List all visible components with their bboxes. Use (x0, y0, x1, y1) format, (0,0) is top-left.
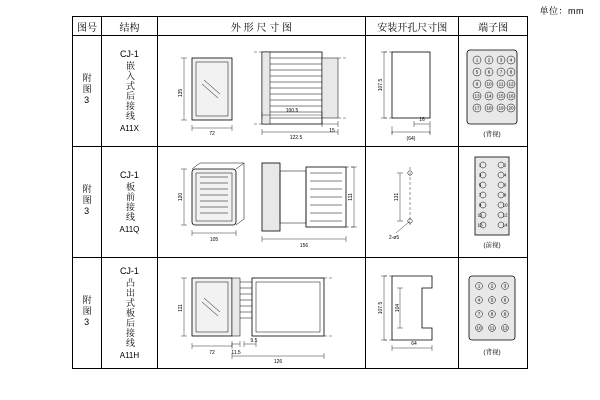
row-mount-cell (366, 36, 459, 147)
struct-desc: 嵌入式后接线 (124, 61, 135, 121)
row-mount-cell (366, 147, 459, 258)
svg-text:(64): (64) (406, 136, 416, 142)
struct-model: A11X (119, 124, 139, 133)
svg-text:11: 11 (477, 212, 483, 218)
svg-text:2-ø5: 2-ø5 (389, 235, 400, 241)
svg-text:3: 3 (503, 283, 507, 289)
svg-text:105: 105 (209, 237, 218, 243)
struct-desc: 凸出式板后接线 (124, 278, 135, 348)
svg-text:7: 7 (477, 311, 481, 317)
svg-text:111: 111 (177, 304, 184, 312)
svg-text:10: 10 (502, 202, 508, 208)
svg-text:72: 72 (208, 131, 215, 137)
struct-desc: 板前接线 (124, 182, 135, 222)
svg-text:122.5: 122.5 (289, 135, 302, 141)
mount-drawing-1 (366, 36, 456, 146)
svg-text:72: 72 (208, 350, 215, 356)
svg-text:120: 120 (177, 192, 184, 202)
terminal-drawing-3 (459, 258, 525, 368)
svg-text:18: 18 (486, 105, 492, 111)
svg-text:100.5: 100.5 (285, 108, 298, 114)
row-no-cell (73, 258, 102, 369)
svg-text:14: 14 (502, 222, 508, 228)
svg-text:3: 3 (478, 172, 482, 178)
unit-note: 单位：mm (539, 6, 584, 16)
header-terminal: 端子图 (459, 17, 528, 36)
table-row (73, 36, 528, 147)
svg-text:135: 135 (177, 88, 184, 98)
svg-text:5: 5 (475, 69, 479, 75)
svg-text:126: 126 (273, 359, 282, 365)
row-outline-cell (157, 147, 366, 258)
svg-text:4: 4 (503, 172, 507, 178)
svg-text:11: 11 (489, 325, 495, 331)
svg-text:20: 20 (508, 105, 514, 111)
header-outline: 外 形 尺 寸 图 (157, 17, 366, 36)
row-outline-cell (157, 36, 366, 147)
svg-text:7: 7 (499, 69, 503, 75)
svg-text:6: 6 (487, 69, 491, 75)
svg-text:107.5: 107.5 (378, 78, 385, 92)
svg-text:5: 5 (490, 297, 494, 303)
svg-text:9: 9 (503, 311, 507, 317)
terminal-caption-3: (背视) (483, 349, 501, 356)
svg-text:104: 104 (395, 303, 402, 313)
outline-drawing-1 (158, 36, 364, 146)
svg-text:12: 12 (502, 212, 508, 218)
svg-text:11.5: 11.5 (230, 350, 241, 356)
svg-text:5: 5 (478, 182, 482, 188)
svg-text:111: 111 (347, 193, 354, 201)
struct-code: CJ-1 (119, 49, 139, 59)
outline-drawing-2 (158, 147, 364, 257)
svg-text:12: 12 (502, 325, 508, 331)
terminal-drawing-1 (459, 36, 525, 146)
header-mount: 安装开孔尺寸图 (366, 17, 459, 36)
row-no-label: 附图3 (81, 73, 92, 107)
svg-text:13: 13 (474, 93, 480, 99)
svg-text:8: 8 (509, 69, 513, 75)
row-no-label: 附图3 (81, 184, 92, 218)
row-struct-cell (102, 147, 157, 258)
svg-text:156: 156 (299, 243, 308, 249)
struct-code: CJ-1 (119, 170, 139, 180)
table-header-row (73, 17, 528, 36)
svg-text:107.5: 107.5 (378, 301, 385, 315)
row-struct-cell (102, 258, 157, 369)
svg-text:2: 2 (503, 162, 507, 168)
svg-text:8: 8 (503, 192, 507, 198)
terminal-drawing-2 (459, 147, 525, 257)
struct-code: CJ-1 (119, 266, 139, 276)
table-row (73, 258, 528, 369)
svg-text:10: 10 (486, 81, 492, 87)
row-no-cell (73, 147, 102, 258)
header-struct: 结构 (102, 17, 157, 36)
svg-text:9.5: 9.5 (250, 338, 258, 344)
row-terminal-cell (459, 147, 528, 258)
row-no-cell (73, 36, 102, 147)
svg-text:2: 2 (490, 283, 494, 289)
svg-text:3: 3 (499, 57, 503, 63)
terminal-caption-2: (前视) (483, 242, 501, 249)
svg-text:64: 64 (411, 341, 418, 347)
svg-text:131: 131 (394, 192, 401, 202)
struct-model: A11H (119, 351, 140, 360)
terminal-caption-1: (背视) (483, 131, 501, 138)
row-terminal-cell (459, 258, 528, 369)
svg-text:6: 6 (503, 182, 507, 188)
svg-text:15: 15 (498, 93, 504, 99)
svg-text:9: 9 (478, 202, 482, 208)
svg-text:19: 19 (498, 105, 504, 111)
mount-drawing-2 (366, 147, 456, 257)
row-terminal-cell (459, 36, 528, 147)
row-mount-cell (366, 258, 459, 369)
svg-text:2: 2 (487, 57, 491, 63)
row-outline-cell (157, 258, 366, 369)
struct-model: A11Q (119, 225, 140, 234)
svg-text:4: 4 (509, 57, 513, 63)
svg-text:6: 6 (503, 297, 507, 303)
svg-text:8: 8 (490, 311, 494, 317)
header-no: 图号 (73, 17, 102, 36)
svg-text:15: 15 (328, 128, 335, 134)
spec-table (72, 16, 528, 369)
svg-text:7: 7 (478, 192, 482, 198)
table-row (73, 147, 528, 258)
svg-text:9: 9 (475, 81, 479, 87)
row-struct-cell (102, 36, 157, 147)
svg-text:16: 16 (508, 93, 514, 99)
svg-text:16: 16 (419, 117, 426, 123)
svg-text:11: 11 (498, 81, 504, 87)
svg-text:1: 1 (478, 162, 482, 168)
svg-text:4: 4 (477, 297, 481, 303)
svg-text:17: 17 (474, 105, 480, 111)
svg-text:14: 14 (486, 93, 492, 99)
svg-text:13: 13 (477, 222, 483, 228)
mount-drawing-3 (366, 258, 456, 368)
svg-text:1: 1 (477, 283, 481, 289)
svg-text:1: 1 (475, 57, 479, 63)
svg-text:12: 12 (508, 81, 514, 87)
svg-text:10: 10 (476, 325, 482, 331)
outline-drawing-3 (158, 258, 364, 368)
row-no-label: 附图3 (81, 295, 92, 329)
